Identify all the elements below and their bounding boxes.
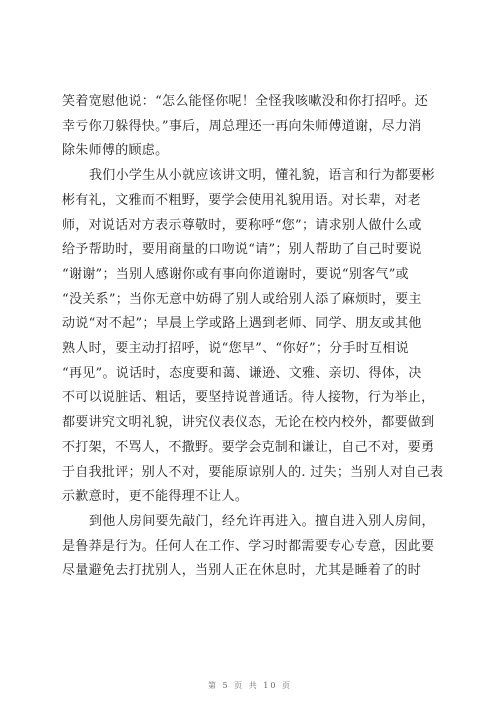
text-line: 示歉意时，更不能得理不让人。 — [62, 489, 249, 505]
text-line: 笑着宽慰他说：“怎么能怪你呢！全怪我咳嗽没和你打招呼。还 — [62, 94, 429, 109]
text-line: 给予帮助时，要用商量的口吻说“请”；别人帮助了自己时要说 — [62, 242, 422, 258]
paragraph — [62, 90, 448, 164]
text-line: 都要讲究文明礼貌，讲究仪表仪态，无论在校内校外，都要做到 — [62, 415, 435, 431]
text-line: 于自我批评；别人不对，要能原谅别人的. 过失；当别人对自己表 — [62, 464, 444, 480]
text-line: 熟人时，要主动打招呼，说“您早”、“你好”；分手时互相说 — [62, 341, 409, 357]
text-line: 师，对说话对方表示尊敬时，要称呼“您”；请求别人做什么或 — [62, 217, 422, 233]
text-line: “再见”。说话时，态度要和蔼、谦逊、文雅、亲切、得体，决 — [62, 365, 422, 381]
text-line: 不打架，不骂人，不撒野。要学会克制和谦让，自己不对，要勇 — [62, 439, 435, 455]
text-line: 尽量避免去打扰别人，当别人正在休息时，尤其是睡着了的时 — [62, 563, 422, 579]
text-line: “没关系”；当你无意中妨碍了别人或给别人添了麻烦时，要主 — [62, 291, 422, 307]
text-line: 幸亏你刀躲得快。”事后，周总理还一再向朱师傅道谢，尽力消 — [62, 118, 422, 134]
text-line: 到他人房间要先敲门，经允许再进入。擅自进入别人房间， — [89, 513, 435, 529]
body-text — [62, 90, 448, 584]
text-line: “谢谢”；当别人感谢你或有事向你道谢时，要说“别客气”或 — [62, 266, 409, 282]
paragraph — [62, 164, 448, 510]
paragraph — [62, 510, 448, 584]
text-line: 我们小学生从小就应该讲文明，懂礼貌，语言和行为都要彬 — [89, 168, 435, 184]
text-line: 不可以说脏话、粗话，要坚持说普通话。待人接物，行为举止， — [62, 390, 435, 406]
text-line: 是鲁莽是行为。任何人在工作、学习时都需要专心专意，因此要 — [62, 538, 435, 554]
page-number-footer: 第 5 页 共 10 页 — [208, 681, 292, 690]
text-line: 动说“对不起”；早晨上学或路上遇到老师、同学、朋友或其他 — [62, 316, 422, 332]
text-line: 除朱师傅的顾虑。 — [62, 143, 169, 159]
text-line: 彬有礼，文雅而不粗野，要学会使用礼貌用语。对长辈，对老 — [62, 192, 422, 208]
